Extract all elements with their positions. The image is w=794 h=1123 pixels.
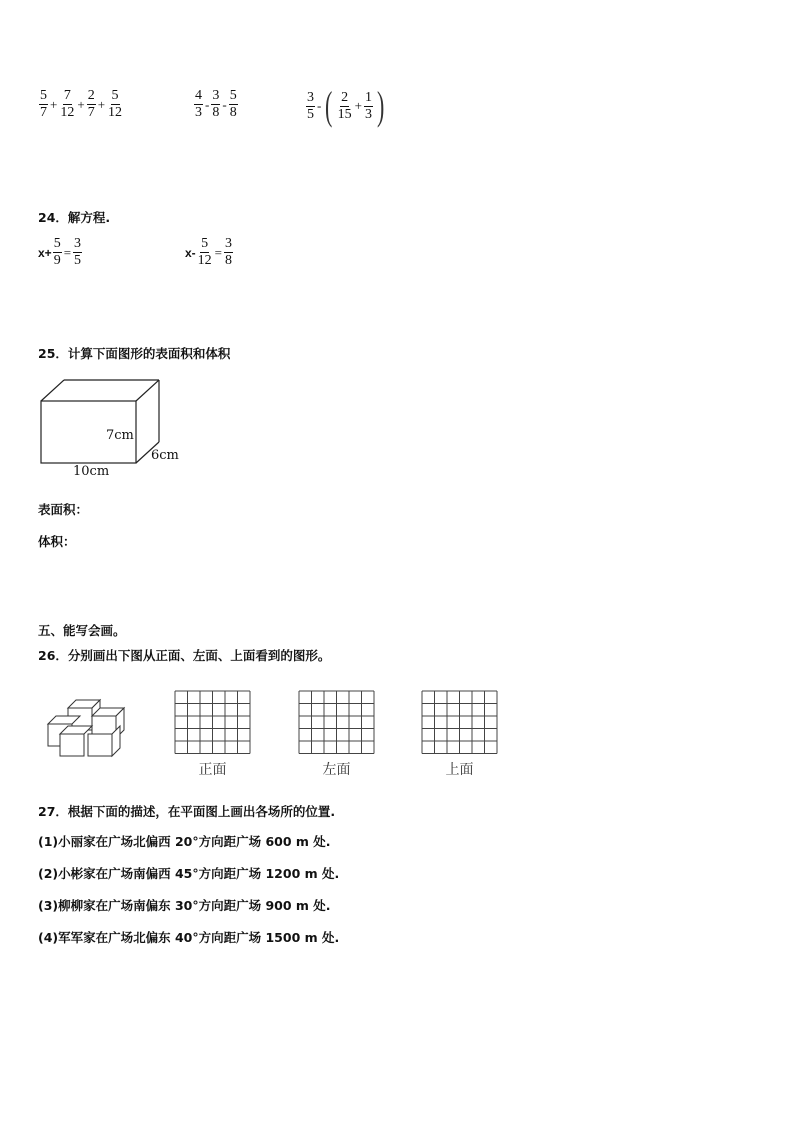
grid-2[interactable]	[298, 690, 375, 755]
fraction: $\frac{7}{12}$	[60, 88, 75, 120]
surface-area-label: 表面积：	[38, 502, 89, 517]
fraction: $\frac{5}{7}$	[40, 88, 47, 120]
right-paren: )	[377, 83, 385, 128]
description-item: (2)小彬家在广场南偏西 45°方向距广场 1200 m 处.	[38, 866, 340, 881]
grid-label: 上面	[445, 761, 474, 778]
question-27-title: 27．根据下面的描述，在平面图上画出各场所的位置.	[38, 804, 336, 819]
question-24-title: 24．解方程.	[38, 210, 111, 225]
fraction: $\frac{3}{5}$	[74, 236, 82, 268]
expression-2: $\frac{4}{3}$ - $\frac{3}{8}$ - $\frac{5}{8}$	[195, 88, 237, 120]
volume-label: 体积：	[38, 534, 76, 549]
equation-1: x+ $\frac{5}{9}$ = $\frac{3}{5}$	[38, 236, 82, 268]
fraction: $\frac{2}{15}$	[337, 89, 352, 122]
section-5-title: 五、能写会画。	[38, 623, 126, 638]
fraction: $\frac{1}{3}$	[365, 89, 373, 122]
question-26-title: 26．分别画出下图从正面、左面、上面看到的图形。	[38, 648, 331, 663]
grid-label: 左面	[322, 761, 351, 778]
description-item: (1)小丽家在广场北偏西 20°方向距广场 600 m 处.	[38, 834, 331, 849]
grid-label: 正面	[198, 761, 227, 778]
fraction: $\frac{5}{9}$	[53, 236, 61, 268]
grid-3[interactable]	[421, 690, 498, 755]
fraction: $\frac{4}{3}$	[195, 88, 202, 120]
grid-1[interactable]	[174, 690, 251, 755]
fraction: $\frac{3}{5}$	[307, 89, 314, 122]
depth-label: 6cm	[151, 448, 179, 463]
fraction: $\frac{3}{8}$	[225, 236, 233, 268]
fraction: $\frac{5}{8}$	[229, 88, 237, 120]
question-25-title: 25．计算下面图形的表面积和体积	[38, 346, 231, 361]
description-item: (4)军军家在广场北偏东 40°方向距广场 1500 m 处.	[38, 930, 340, 945]
height-label: 7cm	[106, 428, 134, 443]
left-paren: (	[325, 83, 333, 128]
fraction: $\frac{3}{8}$	[212, 88, 220, 120]
cube-stack-figure	[44, 694, 126, 762]
fraction: $\frac{5}{12}$	[108, 88, 123, 120]
fraction: $\frac{5}{12}$	[197, 236, 212, 268]
length-label: 10cm	[73, 464, 110, 479]
description-item: (3)柳柳家在广场南偏东 30°方向距广场 900 m 处.	[38, 898, 331, 913]
expression-3: $\frac{3}{5}$ - ( $\frac{2}{15}$ + $\frac{1}{3}$ )	[307, 83, 385, 128]
equation-2: x- $\frac{5}{12}$ = $\frac{3}{8}$	[185, 236, 233, 268]
expression-1: $\frac{5}{7}$ + $\frac{7}{12}$ + $\frac{2}{7}$ + $\frac{5}{12}$	[40, 88, 123, 120]
fraction: $\frac{2}{7}$	[87, 88, 95, 120]
